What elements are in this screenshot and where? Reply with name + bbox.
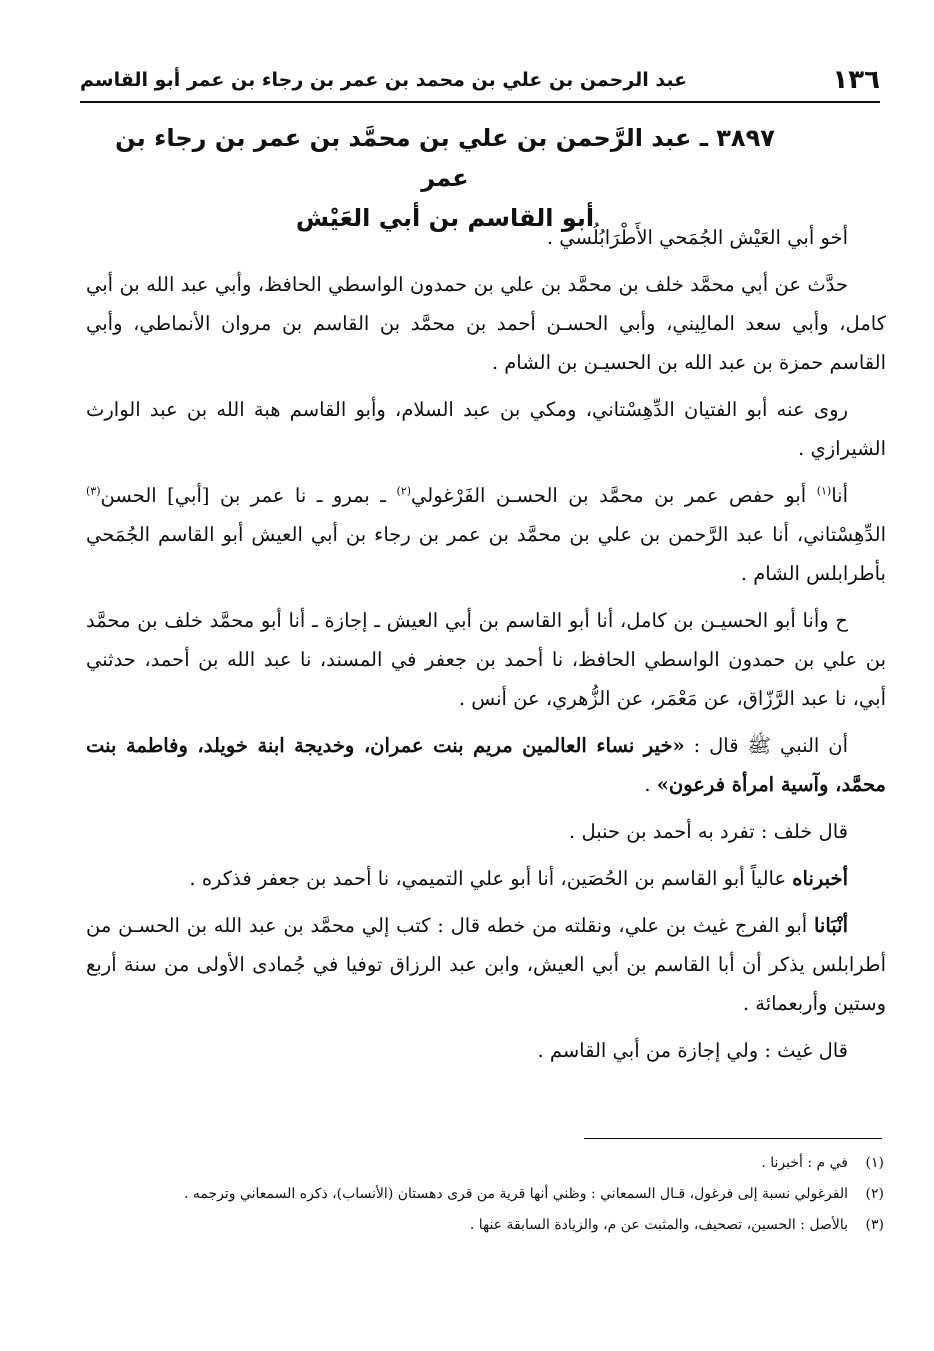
- paragraph-hadith: [86, 726, 886, 804]
- footnote-text: بالأصل : الحسين، تصحيف، والمثبت عن م، والزيادة السابقة عنها .: [469, 1217, 848, 1233]
- paragraph-ghayth: قال غيث : ولي إجازة من أبي القاسم .: [537, 1039, 848, 1062]
- footnote-number: (١): [865, 1155, 884, 1171]
- isnad-text: الدِّهِسْتاني، أنا عبد الرَّحمن بن علي بن محمَّد بن عمر بن رجاء بن أبي العيش أبو القاسم الجُمَحي بأطرابلس الشام .: [86, 523, 886, 585]
- paragraph-anbana: [86, 906, 886, 1023]
- footnote-ref-3: (٣): [86, 484, 101, 498]
- footnote-number: (٢): [865, 1186, 884, 1202]
- isnad-text: أنا: [831, 484, 848, 507]
- akhbaranahu-text: عالياً أبو القاسم بن الحُصَين، أنا أبو علي التميمي، نا أحمد بن جعفر فذكره .: [189, 867, 793, 890]
- paragraph-kinship: أخو أبي العَيْش الجُمَحي الأَطْرَابُلُسي .: [546, 226, 848, 249]
- paragraph-teachers: حدَّث عن أبي محمَّد خلف بن محمَّد بن علي بن حمدون الواسطي الحافظ، وأبي عبد الله بن أبي كامل، وأبي سعد المالِيني، وأبي الحسـن أحمد بن محمَّد بن القاسم بن مروان الأنماطي، وأبي القاسم حمزة بن عبد الله بن الحسيـن بن الشام .: [86, 273, 886, 374]
- running-head: [80, 62, 880, 98]
- paragraph-isnad-2: ح وأنا أبو الحسيـن بن كامل، أنا أبو القاسم بن أبي العيش ـ إجازة ـ أنا أبو محمَّد خلف بن محمَّد بن علي بن حمدون الواسطي الحافظ، نا أحمد بن جعفر في المسند، نا عبد الله بن أحمد، حدثني أبي، نا عبد الرَّزّاق، عن مَعْمَر، عن الزُّهري، عن أنس .: [86, 609, 886, 710]
- footnotes: [86, 1148, 884, 1241]
- page-number: ١٣٦: [832, 65, 880, 95]
- entry-title-line2: أبو القاسم بن أبي العَيْش: [295, 204, 595, 232]
- akhbaranahu-keyword: أخبرناه: [792, 867, 848, 890]
- body-text: [86, 218, 886, 1078]
- paragraph-students: روى عنه أبو الفتيان الدِّهِسْتاني، ومكي بن عبد السلام، وأبو القاسم هبة الله بن عبد الوارث الشيرازي .: [86, 398, 886, 460]
- hadith-text: «خير نساء العالمين مريم بنت عمران، وخديجة ابنة خويلد، وفاطمة بنت محمَّد، وآسية امرأة فرعون»: [86, 734, 886, 796]
- hadith-intro: أن النبي ﷺ قال :: [684, 734, 848, 757]
- footnote-text: الفرغولي نسبة إلى فرغول، قـال السمعاني : وظني أنها قرية من قرى دهستان (الأنساب)، ذكره السمعاني وترجمه .: [183, 1186, 848, 1202]
- isnad-text: ـ بمرو ـ نا عمر بن [أبي] الحسن: [100, 484, 397, 507]
- isnad-text: أبو حفص عمر بن محمَّد بن الحسـن الفَرْغولي: [411, 484, 817, 507]
- running-title: عبد الرحمن بن علي بن محمد بن عمر بن رجاء بن عمر أبو القاسم: [80, 69, 688, 91]
- footnote-ref-2: (٢): [396, 484, 411, 498]
- footnote-3: [86, 1210, 884, 1241]
- anbana-keyword: أنْبَانا: [813, 914, 848, 937]
- footnote-2: [86, 1179, 884, 1210]
- footnote-text: في م : أخبرنا .: [761, 1155, 848, 1171]
- footnote-ref-1: (١): [816, 484, 832, 498]
- anbana-text: أبو الفرج غيث بن علي، ونقلته من خطه قال : كتب إلي محمَّد بن عبد الله بن الحسـن من أطرابلس يذكر أن أبا القاسم بن أبي العيش، وابن عبد الرزاق توفيا في جُمادى الأولى من سنة أربع وستين وأربعمائة .: [86, 914, 886, 1015]
- hadith-end: .: [644, 773, 657, 796]
- paragraph-akhbaranahu: [86, 859, 886, 898]
- header-rule: [80, 101, 880, 103]
- entry-title-line1: ٣٨٩٧ ـ عبد الرَّحمن بن علي بن محمَّد بن عمر بن رجاء بن عمر: [115, 124, 775, 192]
- paragraph-khalaf: قال خلف : تفرد به أحمد بن حنبل .: [569, 820, 848, 843]
- footnote-1: [86, 1148, 884, 1179]
- paragraph-isnad-1: [86, 476, 886, 593]
- footnote-rule: [584, 1138, 882, 1139]
- footnote-number: (٣): [865, 1217, 884, 1233]
